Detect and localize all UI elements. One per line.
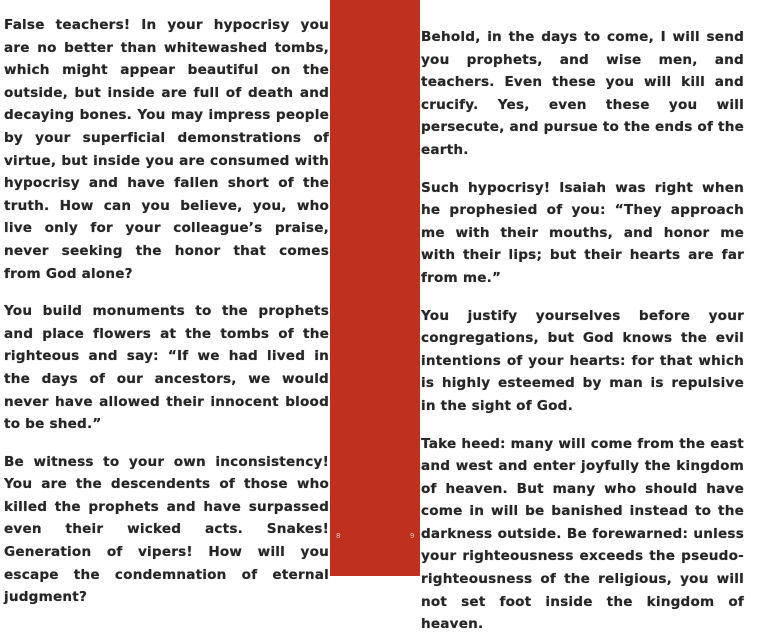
right-paragraph-1: Behold, in the days to come, I will send you prophets, and wise men, and teachers. Even these you will kill and crucify. Yes, even these you will persecute, and pursue to the ends of the earth.: [421, 29, 744, 158]
right-paragraph-3: You justify yourselves before your congregations, but God knows the evil intentions of your hearts: for that which is highly esteemed by man is repulsive in the sight of God.: [421, 307, 744, 414]
left-paragraph-2: You build monuments to the prophets and place flowers at the tombs of the righteous and say: “If we had lived in the days of our ancestors, we would never have allowed their innocent blood to be shed.”: [4, 303, 329, 433]
left-page-number: 8: [336, 532, 341, 540]
right-page-number: 9: [410, 532, 415, 540]
right-page: [420, 0, 765, 633]
left-page: [0, 0, 330, 606]
left-paragraph-3: Be witness to your own inconsistency! You are the descendents of those who killed the prophets and have surpassed even their wicked acts. Snakes! Generation of vipers! How will you escape the condemnation of eternal judgment?: [4, 453, 329, 606]
left-paragraph-1: False teachers! In your hypocrisy you are no better than whitewashed tombs, which might appear beautiful on the outside, but inside are full of death and decaying bones. You may impress people by your superficial demonstrations of virtue, but inside you are consumed with hypocrisy and have fallen short of the truth. How can you believe, you, who live only for your colleague’s praise, never seeking the honor that comes from God alone?: [4, 17, 329, 282]
book-spine-gutter: [330, 0, 420, 576]
right-paragraph-4: Take heed: many will come from the east and west and enter joyfully the kingdom of heaven. But many who should have come in will be banished instead to the darkness outside. Be forewarned: unless your righteousness exceeds the pseudo-righteousness of the religious, you will not set foot inside the kingdom of heaven.: [421, 435, 744, 633]
right-paragraph-2: Such hypocrisy! Isaiah was right when he prophesied of you: “They approach me with their mouths, and honor me with their lips; but their hearts are far from me.”: [421, 179, 744, 286]
